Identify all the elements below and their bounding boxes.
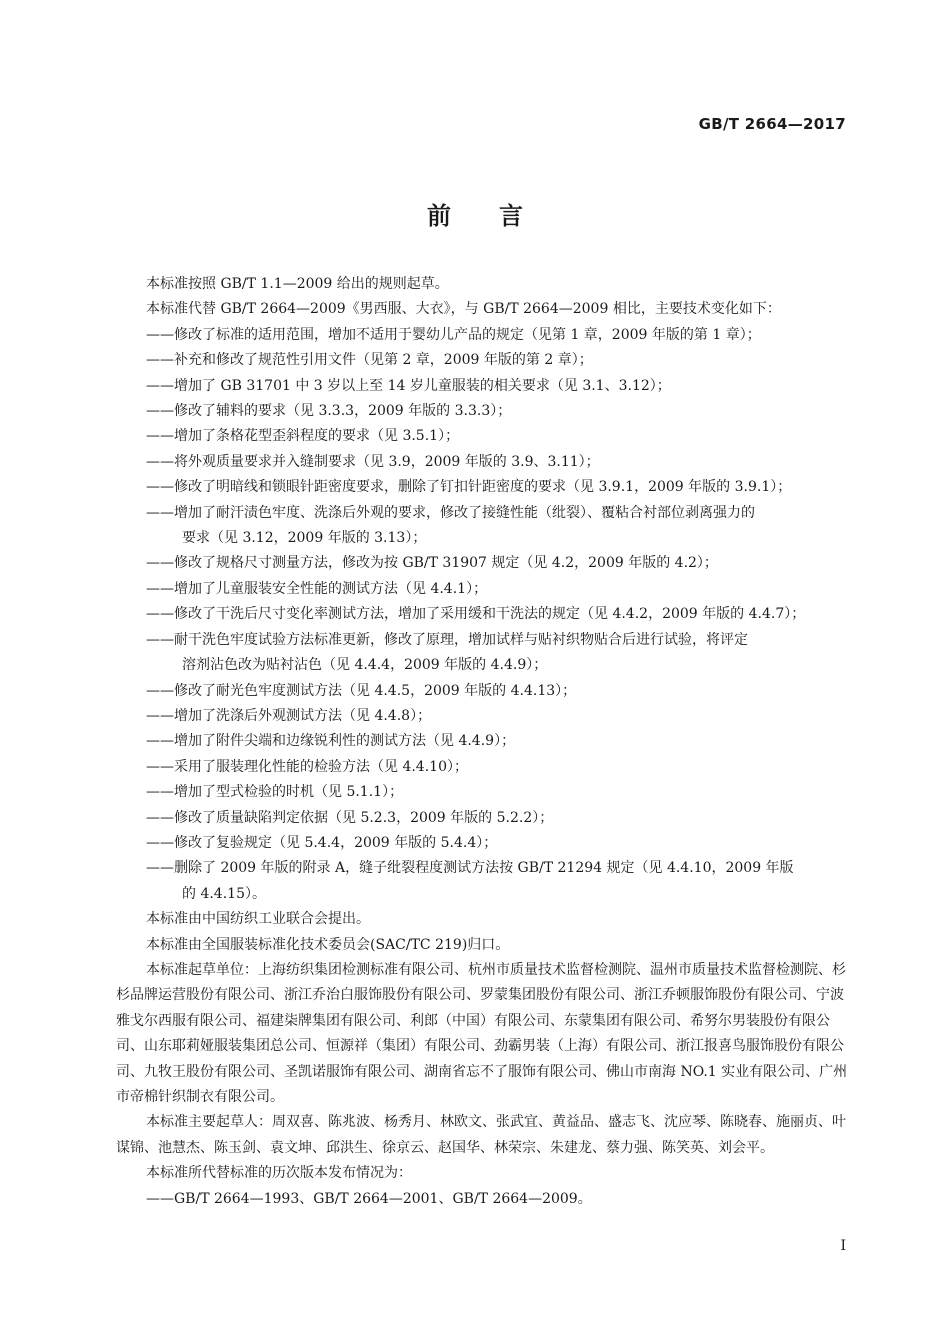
change-item: ——修改了标准的适用范围，增加不适用于婴幼儿产品的规定（见第 1 章，2009 年版的第 1 章）； [146,326,761,343]
change-item: ——修改了复验规定（见 5.4.4，2009 年版的 5.4.4）； [146,834,498,851]
change-item: ——增加了耐汗渍色牢度、洗涤后外观的要求，修改了接缝性能（纰裂）、覆粘合衬部位剥离强力的 [146,504,755,521]
change-item: ——修改了辅料的要求（见 3.3.3，2009 年版的 3.3.3）； [146,403,512,420]
change-item-continuation: 要求（见 3.12，2009 年版的 3.13）； [182,530,427,547]
change-item: ——增加了儿童服装安全性能的测试方法（见 4.4.1）； [146,580,488,597]
change-item-continuation: 溶剂沾色改为贴衬沾色（见 4.4.4，2009 年版的 4.4.9）； [182,657,548,674]
title-char-2: 言 [499,202,523,230]
change-item: ——增加了洗涤后外观测试方法（见 4.4.8）； [146,707,432,724]
change-item: ——增加了 GB 31701 中 3 岁以上至 14 岁儿童服装的相关要求（见 3.1、3.12）； [146,377,671,394]
change-item: ——修改了耐光色牢度测试方法（见 4.4.5，2009 年版的 4.4.13）； [146,682,577,699]
title-char-1: 前 [427,202,451,230]
change-item: ——采用了服装理化性能的检验方法（见 4.4.10）； [146,758,468,775]
managed-by: 本标准由全国服装标准化技术委员会(SAC/TC 219)归口。 [146,936,510,953]
change-item: ——删除了 2009 年版的附录 A，缝子纰裂程度测试方法按 GB/T 21294 规定（见 4.4.10，2009 年版 [146,860,794,877]
change-item: ——修改了明暗线和锁眼针距密度要求，删除了钉扣针距密度的要求（见 3.9.1，2009 年版的 3.9.1）； [146,479,792,496]
intro-paragraph: 本标准按照 GB/T 1.1—2009 给出的规则起草。 [146,276,449,292]
change-item: ——增加了型式检验的时机（见 5.1.1）； [146,784,404,801]
change-item-continuation: 的 4.4.15）。 [182,885,266,902]
change-item: ——增加了附件尖端和边缘锐利性的测试方法（见 4.4.9）； [146,733,516,750]
history-intro: 本标准所代替标准的历次版本发布情况为： [146,1165,412,1182]
drafters: 本标准主要起草人：周双喜、陈兆波、杨秀月、林欧文、张武宜、黄益品、盛志飞、沈应琴、陈晓春、施丽贞、叶谋锦、池慧杰、陈玉剑、袁文坤、邱洪生、徐京云、赵国华、林荣宗、朱建龙、蔡力强、陈笑英、刘会平。 [116,1114,846,1156]
document-body [116,272,850,1212]
intro-paragraph: 本标准代替 GB/T 2664—2009《男西服、大衣》，与 GB/T 2664—2009 相比，主要技术变化如下： [146,301,781,318]
change-item: ——将外观质量要求并入缝制要求（见 3.9，2009 年版的 3.9、3.11）； [146,453,600,470]
drafting-units: 本标准起草单位：上海纺织集团检测标准有限公司、杭州市质量技术监督检测院、温州市质量技术监督检测院、杉杉品牌运营股份有限公司、浙江乔治白服饰股份有限公司、罗蒙集团股份有限公司、浙江乔顿服饰股份有限公司、宁波雅戈尔西服有限公司、福建柒牌集团有限公司、利郎（中国）有限公司、东蒙集团有限公司、希努尔男装股份有限公司、山东耶莉娅服装集团总公司、恒源祥（集团）有限公司、劲霸男装（上海）有限公司、浙江报喜鸟服饰股份有限公司、九牧王股份有限公司、圣凯诺服饰有限公司、湖南省忘不了服饰有限公司、佛山市南海 NO.1 实业有限公司、广州市帝棉针织制衣有限公司。 [116,961,848,1105]
change-item: ——修改了规格尺寸测量方法，修改为按 GB/T 31907 规定（见 4.2，2009 年版的 4.2）； [146,555,718,572]
change-item: ——修改了质量缺陷判定依据（见 5.2.3，2009 年版的 5.2.2）； [146,809,554,826]
standard-code: GB/T 2664—2017 [698,115,846,133]
change-item: ——耐干洗色牢度试验方法标准更新，修改了原理，增加试样与贴衬织物贴合后进行试验，将评定 [146,631,748,648]
history-list: ——GB/T 2664—1993、GB/T 2664—2001、GB/T 2664—2009。 [146,1190,592,1207]
change-item: ——修改了干洗后尺寸变化率测试方法，增加了采用缓和干洗法的规定（见 4.4.2，2009 年版的 4.4.7）； [146,606,806,623]
page-title [0,196,950,231]
proposed-by: 本标准由中国纺织工业联合会提出。 [146,911,370,928]
change-item: ——增加了条格花型歪斜程度的要求（见 3.5.1）； [146,428,460,445]
page-number: I [840,1238,846,1254]
change-item: ——补充和修改了规范性引用文件（见第 2 章，2009 年版的第 2 章）； [146,352,593,369]
